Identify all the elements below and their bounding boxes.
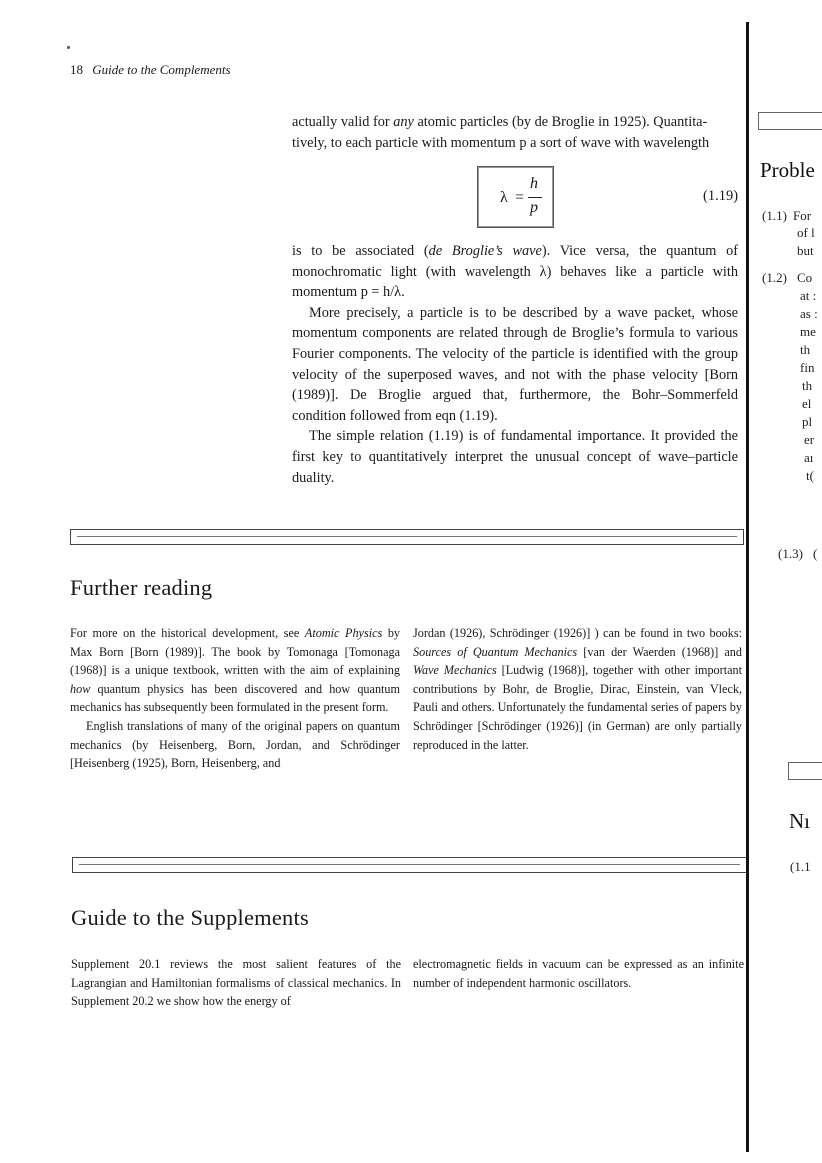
fr-book-atomic-physics: Atomic Physics xyxy=(304,626,383,640)
adjacent-item-1-line-3: but xyxy=(797,243,814,258)
equation-equals: = xyxy=(515,189,525,206)
paragraph-1 xyxy=(292,241,738,303)
section-rule-1-line xyxy=(77,536,737,537)
paragraph-3: The simple relation (1.19) is of fundamental importance. It provided the first key to quantitatively interpret the unusual concept of wave–particle duality. xyxy=(292,428,738,486)
adjacent-fragment: t( xyxy=(806,468,814,483)
further-reading-p1 xyxy=(70,624,400,717)
adjacent-item-4-number: (1.1 xyxy=(790,859,811,874)
adjacent-fragment: er xyxy=(804,432,815,447)
further-reading-p2: English translations of many of the original papers on quantum mechanics (by Heisenberg, Born, Jordan, and Schrödinger [Heisenberg (1925), Born, Heisenberg, and xyxy=(70,718,400,771)
supplements-col-2: electromagnetic fields in vacuum can be expressed as an infinite number of independent harmonic oscillators. xyxy=(413,957,744,990)
further-reading-heading: Further reading xyxy=(70,575,213,600)
adjacent-item-3-line-1: ( xyxy=(813,546,818,561)
adjacent-heading-2: Nı xyxy=(789,809,810,833)
adjacent-item-1-line-2: of l xyxy=(797,225,815,240)
fr-emphasis-how: how xyxy=(70,681,91,696)
adjacent-problems-heading: Proble xyxy=(760,158,815,182)
equation-numerator: h xyxy=(530,175,538,192)
paragraph-1a: is to be associated ( xyxy=(292,243,429,259)
scan-speck xyxy=(67,46,70,49)
adjacent-item-2-number: (1.2) xyxy=(762,270,787,285)
adjacent-item-2-line-1: Co xyxy=(797,270,813,285)
further-reading-col-2 xyxy=(413,624,742,754)
further-reading-col-1 xyxy=(70,624,400,773)
paragraph-1b: ). Vice versa, the quantum of monochromatic light (with wavelength λ) behaves like a particle with momentum p = h/λ. xyxy=(292,243,738,301)
equation-denominator: p xyxy=(530,199,538,216)
adjacent-fragment: th xyxy=(802,378,813,393)
adjacent-fragment: aı xyxy=(804,450,814,465)
adjacent-rule-2 xyxy=(788,762,822,780)
adjacent-fragment: at : xyxy=(800,288,817,303)
adjacent-fragment: th xyxy=(800,342,811,357)
paragraph-2: More precisely, a particle is to be described by a wave packet, whose momentum components are related through de Broglie’s formula to various Fourier components. The velocity of the particle is identified with the group velocity of the superposed waves, and not with the phase velocity [Born (1989)]. De Broglie argued that, furthermore, the Bohr–Sommerfeld condition followed from eqn (1.19). xyxy=(292,304,738,424)
adjacent-rule-1 xyxy=(758,112,822,130)
adjacent-fragment: me xyxy=(800,324,816,339)
intro-emphasis: any xyxy=(393,114,414,130)
supplements-heading: Guide to the Supplements xyxy=(71,905,309,930)
fr-book-wave-mechanics: Wave Mechanics xyxy=(413,663,497,678)
intro-text xyxy=(292,112,737,153)
adjacent-fragment: el xyxy=(802,396,812,411)
fr-p1a: For more on the historical development, see xyxy=(70,626,305,640)
adjacent-fragment: pl xyxy=(802,414,813,429)
fr-book-sources: Sources of Quantum Mechanics xyxy=(413,644,578,659)
adjacent-fragment: as : xyxy=(800,306,818,321)
section-rule-2-line xyxy=(79,864,740,865)
section-rule-2 xyxy=(72,857,747,873)
page-number: 18 xyxy=(70,62,83,77)
equation-number: (1.19) xyxy=(703,188,739,204)
book-binding-edge xyxy=(746,22,749,1152)
intro-line-1 xyxy=(292,112,737,133)
supplements-col-1: Supplement 20.1 reviews the most salient features of the Lagrangian and Hamiltonian formalisms of classical mechanics. In Supplement 20.2 we show how the energy of xyxy=(71,957,401,1009)
body-paragraphs xyxy=(292,241,738,488)
section-rule-1 xyxy=(70,529,744,545)
fr-p1b: by Max Born [Born (1989)]. The book by Tomonaga [Tomonaga (1968)] is a unique textbook, written with the aim of explaining xyxy=(70,626,401,678)
adjacent-item-1-line-1: For xyxy=(793,208,812,223)
fr-p1c: quantum physics has been discovered and how quantum mechanics has subsequently been formulated in the present form. xyxy=(70,681,400,715)
equation-lambda: λ xyxy=(500,189,508,206)
adjacent-item-3-number: (1.3) xyxy=(778,546,803,561)
adjacent-fragment: fin xyxy=(800,360,815,375)
intro-line-1b: atomic particles (by de Broglie in 1925). Quantita- xyxy=(413,114,708,130)
intro-line-2: tively, to each particle with momentum p a sort of wave with wavelength xyxy=(292,134,710,151)
running-header xyxy=(70,62,231,78)
fraction-bar xyxy=(528,197,542,198)
adjacent-item-1-number: (1.1) xyxy=(762,208,787,223)
fr-col2a: Jordan (1926), Schrödinger (1926)] ) can be found in two books: xyxy=(413,626,742,640)
running-title: Guide to the Complements xyxy=(92,62,231,77)
intro-line-1a: actually valid for xyxy=(292,114,394,130)
fr-col2b: [van der Waerden (1968)] and xyxy=(577,644,742,659)
paragraph-1-emphasis: de Broglie’s wave xyxy=(428,243,542,259)
equation-box xyxy=(477,166,554,228)
fr-col2c: [Ludwig (1968)], together with other important contributions by Bohr, de Broglie, Dirac, Einstein, van Vleck, Pauli and others. Unfortunately the fundamental series of papers by Schrödinger [Schrödinger (1926)] (in German) are only partially reproduced in the latter. xyxy=(413,663,742,752)
